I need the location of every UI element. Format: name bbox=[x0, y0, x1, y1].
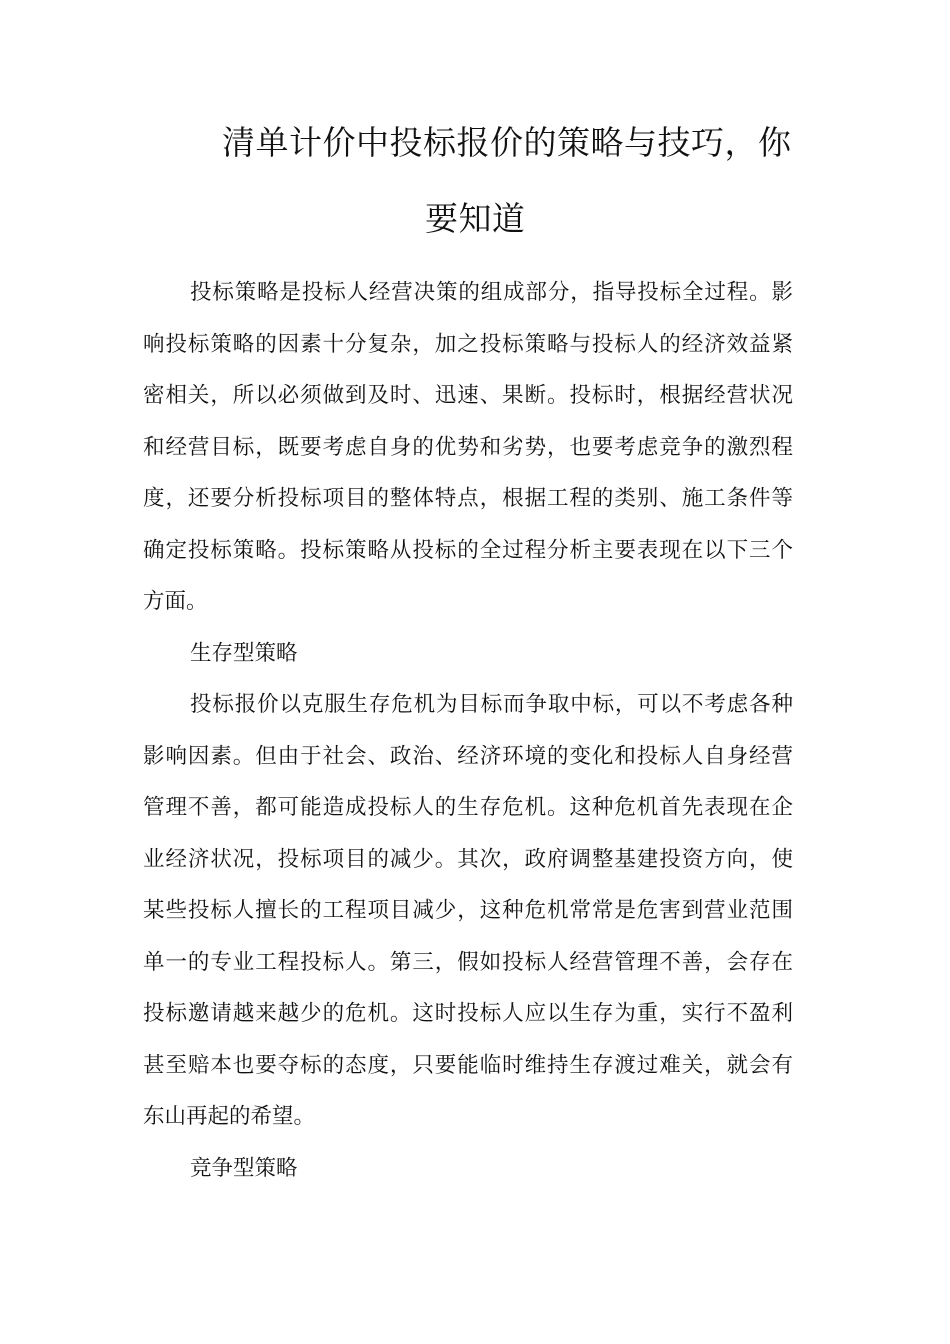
section1-line: 业经济状况，投标项目的减少。其次，政府调整基建投资方向，使 bbox=[143, 847, 793, 872]
intro-line: 确定投标策略。投标策略从投标的全过程分析主要表现在以下三个 bbox=[143, 538, 793, 563]
section-heading-competitive: 竞争型策略 bbox=[190, 1156, 298, 1181]
intro-line: 投标策略是投标人经营决策的组成部分，指导投标全过程。影 bbox=[190, 280, 793, 305]
intro-line: 和经营目标，既要考虑自身的优势和劣势，也要考虑竞争的激烈程 bbox=[143, 435, 793, 460]
section1-line: 单一的专业工程投标人。第三，假如投标人经营管理不善，会存在 bbox=[143, 950, 793, 975]
intro-line: 响投标策略的因素十分复杂，加之投标策略与投标人的经济效益紧 bbox=[143, 332, 793, 357]
section1-line: 投标报价以克服生存危机为目标而争取中标，可以不考虑各种 bbox=[190, 692, 793, 717]
section1-line: 东山再起的希望。 bbox=[143, 1104, 316, 1129]
section-heading-survival: 生存型策略 bbox=[190, 641, 298, 666]
section1-line: 某些投标人擅长的工程项目减少，这种危机常常是危害到营业范围 bbox=[143, 898, 793, 923]
document-title-line-2: 要知道 bbox=[425, 199, 526, 238]
intro-line: 方面。 bbox=[143, 589, 208, 614]
section1-line: 影响因素。但由于社会、政治、经济环境的变化和投标人自身经营 bbox=[143, 744, 793, 769]
intro-line: 密相关，所以必须做到及时、迅速、果断。投标时，根据经营状况 bbox=[143, 383, 793, 408]
document-title-line-1: 清单计价中投标报价的策略与技巧，你 bbox=[222, 123, 792, 162]
section1-line: 管理不善，都可能造成投标人的生存危机。这种危机首先表现在企 bbox=[143, 795, 793, 820]
section1-line: 甚至赔本也要夺标的态度，只要能临时维持生存渡过难关，就会有 bbox=[143, 1053, 793, 1078]
section1-line: 投标邀请越来越少的危机。这时投标人应以生存为重，实行不盈利 bbox=[143, 1001, 793, 1026]
intro-line: 度，还要分析投标项目的整体特点，根据工程的类别、施工条件等 bbox=[143, 486, 793, 511]
